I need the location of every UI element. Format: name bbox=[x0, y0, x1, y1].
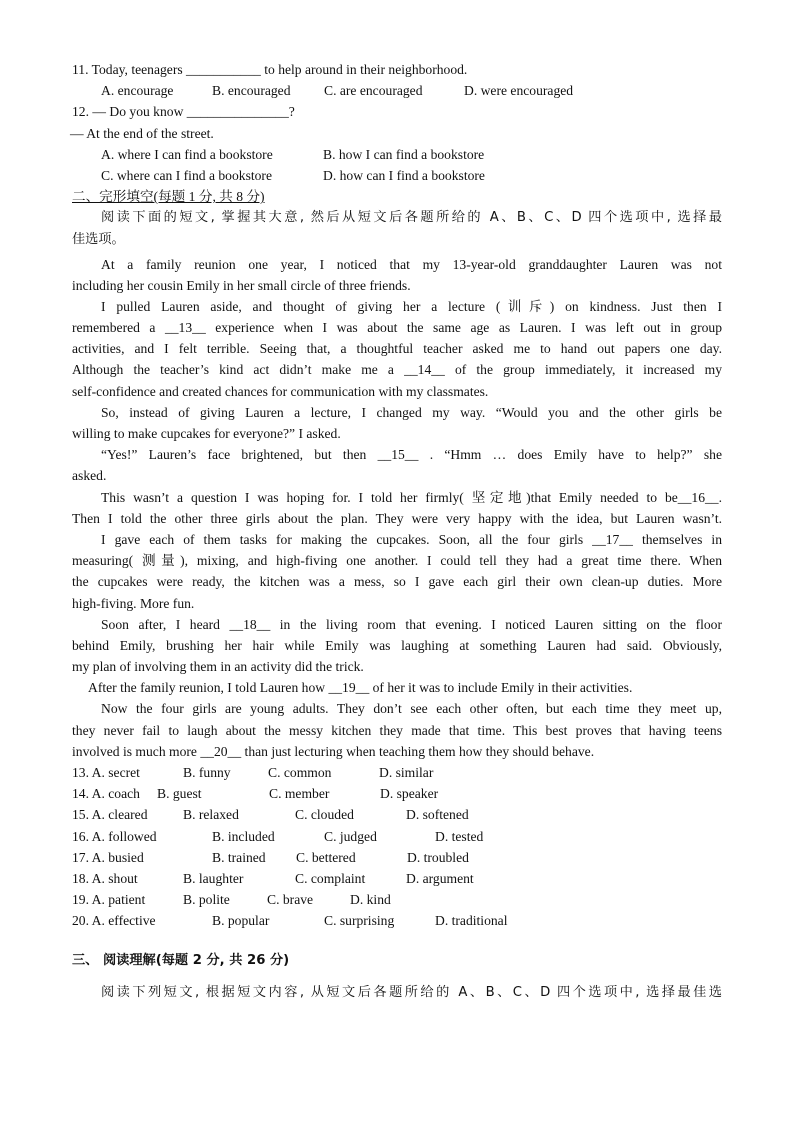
question-12-options-row2 bbox=[72, 165, 722, 186]
passage-line: I gave each of them tasks for making the cupcakes. Soon, all the four girls __17__ themselves in bbox=[101, 531, 722, 547]
option-d: D. tested bbox=[435, 828, 484, 844]
option-a: 14. A. coach bbox=[72, 786, 140, 802]
passage-line: high-fiving. More fun. bbox=[72, 595, 195, 611]
option-d: D. traditional bbox=[435, 913, 508, 929]
exam-page bbox=[72, 59, 722, 1003]
section-2-heading-text: 二、完形填空(每题 1 分, 共 8 分) bbox=[72, 189, 265, 205]
option-a: 17. A. busied bbox=[72, 849, 144, 865]
option-d: D. troubled bbox=[407, 849, 469, 865]
option-c: C. complaint bbox=[295, 870, 366, 886]
cloze-question-row bbox=[72, 868, 722, 889]
option-a: 19. A. patient bbox=[72, 892, 146, 908]
question-12-answer: — At the end of the street. bbox=[70, 125, 214, 141]
option-c: C. clouded bbox=[295, 807, 354, 823]
option-a: 13. A. secret bbox=[72, 765, 140, 780]
passage-line: willing to make cupcakes for everyone?” I asked. bbox=[72, 426, 341, 441]
question-12-options-row1 bbox=[72, 144, 722, 165]
option-d: D. softened bbox=[406, 807, 469, 823]
option-b: B. funny bbox=[183, 765, 231, 780]
option-d: D. similar bbox=[379, 765, 434, 780]
cloze-question-row bbox=[72, 889, 722, 910]
option-b: B. how I can find a bookstore bbox=[323, 146, 485, 162]
passage-line: measuring( 测量), mixing, and high-fiving one another. I could tell they had a great time there. When bbox=[72, 553, 722, 569]
option-b: B. polite bbox=[183, 892, 230, 908]
option-c: C. member bbox=[269, 786, 330, 802]
cloze-question-row bbox=[72, 762, 722, 783]
passage-line: Although the teacher’s kind act didn’t make me a __14__ of the group immediately, it increased my bbox=[72, 362, 722, 378]
option-d: D. argument bbox=[406, 870, 474, 886]
option-c: C. judged bbox=[324, 828, 377, 844]
option-b: B. included bbox=[212, 828, 275, 844]
cloze-question-row bbox=[72, 783, 722, 804]
section-3-heading: 三、 阅读理解(每题 2 分, 共 26 分) bbox=[72, 952, 290, 968]
section-2-instruction-line1: 阅读下面的短文, 掌握其大意, 然后从短文后各题所给的 A、B、C、D 四个选项中, 选择最 bbox=[101, 210, 722, 226]
passage-line: I pulled Lauren aside, and thought of giving her a lecture (训斥) on kindness. Just then I bbox=[101, 298, 722, 314]
passage-line: activities, and I felt terrible. Seeing that, a thoughtful teacher asked me to hand out papers one day. bbox=[72, 341, 722, 357]
cloze-question-row bbox=[72, 847, 722, 868]
cloze-question-row bbox=[72, 826, 722, 847]
section-2-instruction-line2: 佳选项。 bbox=[72, 231, 125, 247]
option-c: C. common bbox=[268, 765, 332, 780]
passage-line: self-confidence and created chances for communication with my classmates. bbox=[72, 383, 489, 399]
option-c: C. where can I find a bookstore bbox=[101, 167, 272, 183]
option-b: B. trained bbox=[212, 849, 266, 865]
passage-line: they never fail to laugh about the messy kitchen they made that time. This best proves that having teens bbox=[72, 722, 722, 738]
option-a: 18. A. shout bbox=[72, 870, 138, 886]
option-c: C. brave bbox=[267, 892, 314, 908]
option-a: A. encourage bbox=[101, 83, 174, 99]
option-a: 16. A. followed bbox=[72, 828, 157, 844]
passage-line: remembered a __13__ experience when I was about the same age as Lauren. I was left out in group bbox=[72, 320, 722, 336]
cloze-question-row bbox=[72, 910, 722, 931]
cloze-question-row bbox=[72, 804, 722, 825]
passage-line: my plan of involving them in an activity did the trick. bbox=[72, 659, 364, 675]
option-b: B. popular bbox=[212, 913, 270, 929]
passage-line: the cupcakes were ready, the kitchen was a mess, so I gave each girl their own clean-up duties. More bbox=[72, 574, 722, 590]
option-a: 15. A. cleared bbox=[72, 807, 148, 823]
section-3-instruction: 阅读下列短文, 根据短文内容, 从短文后各题所给的 A、B、C、D 四个选项中, 选择最佳选 bbox=[101, 984, 722, 1000]
option-c: C. are encouraged bbox=[324, 83, 423, 99]
passage-line: Soon after, I heard __18__ in the living room that evening. I noticed Lauren sitting on the floor bbox=[101, 616, 722, 632]
passage-line: asked. bbox=[72, 468, 107, 484]
section-2-heading bbox=[72, 186, 722, 207]
cloze-passage bbox=[72, 254, 722, 763]
option-d: D. speaker bbox=[380, 786, 439, 802]
option-d: D. were encouraged bbox=[464, 83, 574, 99]
option-d: D. kind bbox=[350, 892, 391, 908]
passage-line: including her cousin Emily in her small circle of three friends. bbox=[72, 277, 411, 293]
passage-line: After the family reunion, I told Lauren how __19__ of her it was to include Emily in their activities. bbox=[88, 680, 633, 696]
question-12-stem: 12. — Do you know _______________? bbox=[72, 104, 295, 120]
option-b: B. laughter bbox=[183, 870, 244, 886]
question-11-options bbox=[72, 80, 722, 101]
passage-line: At a family reunion one year, I noticed that my 13-year-old granddaughter Lauren was not bbox=[101, 256, 722, 272]
option-a: 20. A. effective bbox=[72, 913, 156, 929]
passage-line: behind Emily, brushing her hair while Emily was laughing at something Lauren had said. Obviously, bbox=[72, 637, 722, 653]
option-c: C. bettered bbox=[296, 849, 356, 865]
option-b: B. encouraged bbox=[212, 83, 291, 99]
option-c: C. surprising bbox=[324, 913, 395, 929]
passage-line: Then I told the other three girls about the plan. They were very happy with the idea, but Lauren wasn’t. bbox=[72, 510, 722, 526]
passage-line: involved is much more __20__ than just lecturing when teaching them how they should behave. bbox=[72, 743, 595, 759]
passage-line: Now the four girls are young adults. They don’t see each other often, but each time they meet up, bbox=[101, 701, 722, 717]
option-a: A. where I can find a bookstore bbox=[101, 146, 273, 162]
passage-line: “Yes!” Lauren’s face brightened, but then __15__ . “Hmm … does Emily have to help?” she bbox=[101, 447, 722, 463]
cloze-questions bbox=[72, 762, 722, 932]
option-b: B. relaxed bbox=[183, 807, 239, 823]
option-d: D. how can I find a bookstore bbox=[323, 167, 485, 183]
question-11-stem: 11. Today, teenagers ___________ to help around in their neighborhood. bbox=[72, 62, 468, 77]
passage-line: So, instead of giving Lauren a lecture, I changed my way. “Would you and the other girls be bbox=[101, 404, 722, 420]
option-b: B. guest bbox=[157, 786, 202, 802]
passage-line: This wasn’t a question I was hoping for. I told her firmly( 坚定地)that Emily needed to be__16__. bbox=[101, 489, 722, 505]
